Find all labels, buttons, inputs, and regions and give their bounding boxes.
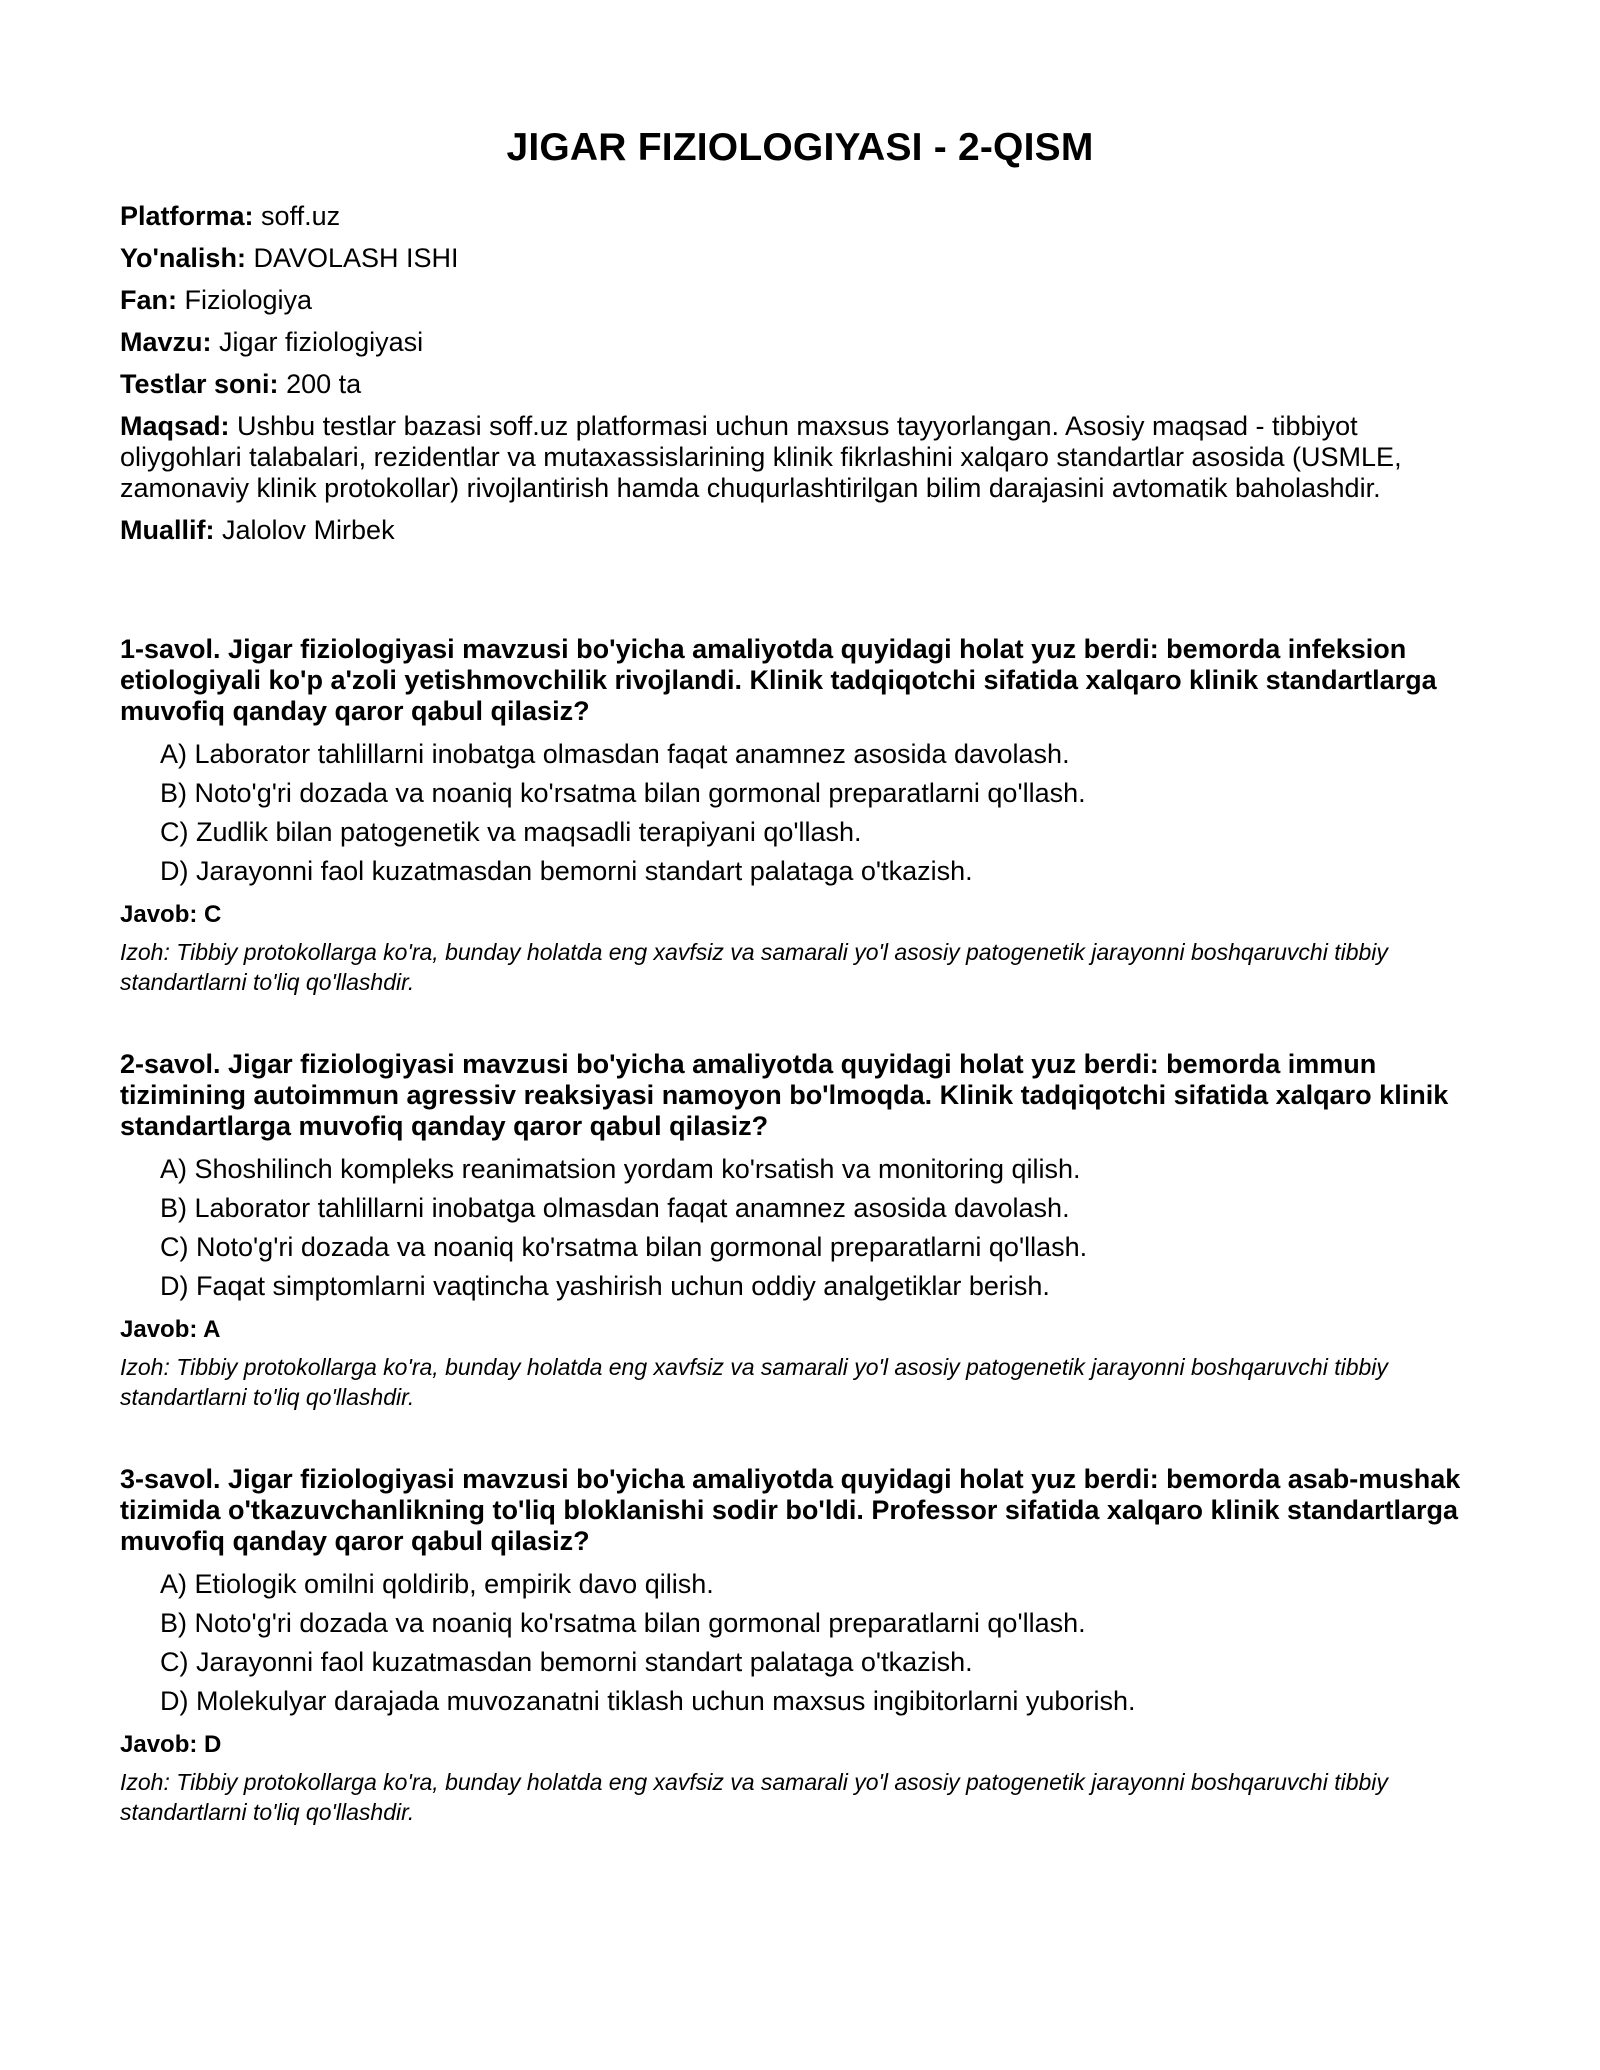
- question-1: [120, 634, 1480, 997]
- meta-muallif-value: Jalolov Mirbek: [222, 515, 395, 545]
- meta-maqsad-label: Maqsad:: [120, 411, 230, 441]
- option-d: D) Molekulyar darajada muvozanatni tiklash uchun maxsus ingibitorlarni yuborish.: [160, 1686, 1136, 1716]
- option-c: C) Zudlik bilan patogenetik va maqsadli terapiyani qo'llash.: [160, 817, 862, 847]
- metadata-block: [120, 201, 1480, 546]
- question-2: [120, 1049, 1480, 1412]
- meta-platforma-label: Platforma:: [120, 201, 254, 231]
- meta-fan-value: Fiziologiya: [184, 285, 313, 315]
- meta-mavzu-label: Mavzu:: [120, 327, 212, 357]
- question-text: 3-savol. Jigar fiziologiyasi mavzusi bo'yicha amaliyotda quyidagi holat yuz berdi: bemorda asab-mushak tizimida o'tkazuvchanlikning to'liq bloklanishi sodir bo'ldi. Professor sifatida xalqaro klinik standartlarga muvofiq qanday qaror qabul qilasiz?: [120, 1464, 1461, 1556]
- options-list: [120, 1569, 1480, 1717]
- meta-testlar-soni: [120, 369, 1480, 400]
- option-c: C) Jarayonni faol kuzatmasdan bemorni standart palataga o'tkazish.: [160, 1647, 973, 1677]
- answer-label: Javob: C: [120, 901, 222, 928]
- meta-fan-label: Fan:: [120, 285, 177, 315]
- answer-label: Javob: D: [120, 1731, 222, 1758]
- meta-yonalish-value: DAVOLASH ISHI: [253, 243, 459, 273]
- question-text: 1-savol. Jigar fiziologiyasi mavzusi bo'yicha amaliyotda quyidagi holat yuz berdi: bemorda infeksion etiologiyali ko'p a'zoli yetishmovchilik rivojlandi. Klinik tadqiqotchi sifatida xalqaro klinik standartlarga muvofiq qanday qaror qabul qilasiz?: [120, 634, 1437, 726]
- meta-platforma-value: soff.uz: [261, 201, 341, 231]
- option-b: B) Laborator tahlillarni inobatga olmasdan faqat anamnez asosida davolash.: [160, 1193, 1070, 1223]
- option-a: A) Shoshilinch kompleks reanimatsion yordam ko'rsatish va monitoring qilish.: [160, 1154, 1081, 1184]
- meta-platforma: [120, 201, 1480, 232]
- options-list: [120, 1154, 1480, 1302]
- document-page: [120, 0, 1480, 1879]
- meta-mavzu-value: Jigar fiziologiyasi: [219, 327, 424, 357]
- meta-maqsad-value: Ushbu testlar bazasi soff.uz platformasi uchun maxsus tayyorlangan. Asosiy maqsad - tibbiyot oliygohlari talabalari, rezidentlar va mutaxassislarining klinik fikrlashini xalqaro standartlar asosida (USMLE, zamonaviy klinik protokollar) rivojlantirish hamda chuqurlashtirilgan bilim darajasini avtomatik baholashdir.: [120, 411, 1402, 503]
- meta-muallif: [120, 515, 1480, 546]
- answer-label: Javob: A: [120, 1316, 221, 1343]
- question-text: 2-savol. Jigar fiziologiyasi mavzusi bo'yicha amaliyotda quyidagi holat yuz berdi: bemorda immun tizimining autoimmun agressiv reaksiyasi namoyon bo'lmoqda. Klinik tadqiqotchi sifatida xalqaro klinik standartlarga muvofiq qanday qaror qabul qilasiz?: [120, 1049, 1449, 1141]
- meta-testlar-soni-value: 200 ta: [286, 369, 362, 399]
- meta-yonalish: [120, 243, 1480, 274]
- option-d: D) Faqat simptomlarni vaqtincha yashirish uchun oddiy analgetiklar berish.: [160, 1271, 1050, 1301]
- option-a: A) Etiologik omilni qoldirib, empirik davo qilish.: [160, 1569, 714, 1599]
- explanation-note: Izoh: Tibbiy protokollarga ko'ra, bunday holatda eng xavfsiz va samarali yo'l asosiy patogenetik jarayonni boshqaruvchi tibbiy standartlarni to'liq qo'llashdir.: [120, 1354, 1388, 1410]
- questions-list: [120, 634, 1480, 1827]
- options-list: [120, 739, 1480, 887]
- explanation-note: Izoh: Tibbiy protokollarga ko'ra, bunday holatda eng xavfsiz va samarali yo'l asosiy patogenetik jarayonni boshqaruvchi tibbiy standartlarni to'liq qo'llashdir.: [120, 939, 1388, 995]
- meta-muallif-label: Muallif:: [120, 515, 215, 545]
- meta-mavzu: [120, 327, 1480, 358]
- meta-maqsad: [120, 411, 1480, 504]
- option-d: D) Jarayonni faol kuzatmasdan bemorni standart palataga o'tkazish.: [160, 856, 973, 886]
- document-title: JIGAR FIZIOLOGIYASI - 2-QISM: [506, 126, 1094, 169]
- question-3: [120, 1464, 1480, 1827]
- option-b: B) Noto'g'ri dozada va noaniq ko'rsatma bilan gormonal preparatlarni qo'llash.: [160, 778, 1086, 808]
- option-c: C) Noto'g'ri dozada va noaniq ko'rsatma bilan gormonal preparatlarni qo'llash.: [160, 1232, 1088, 1262]
- explanation-note: Izoh: Tibbiy protokollarga ko'ra, bunday holatda eng xavfsiz va samarali yo'l asosiy patogenetik jarayonni boshqaruvchi tibbiy standartlarni to'liq qo'llashdir.: [120, 1769, 1388, 1825]
- meta-testlar-soni-label: Testlar soni:: [120, 369, 279, 399]
- option-a: A) Laborator tahlillarni inobatga olmasdan faqat anamnez asosida davolash.: [160, 739, 1070, 769]
- option-b: B) Noto'g'ri dozada va noaniq ko'rsatma bilan gormonal preparatlarni qo'llash.: [160, 1608, 1086, 1638]
- meta-yonalish-label: Yo'nalish:: [120, 243, 246, 273]
- meta-fan: [120, 285, 1480, 316]
